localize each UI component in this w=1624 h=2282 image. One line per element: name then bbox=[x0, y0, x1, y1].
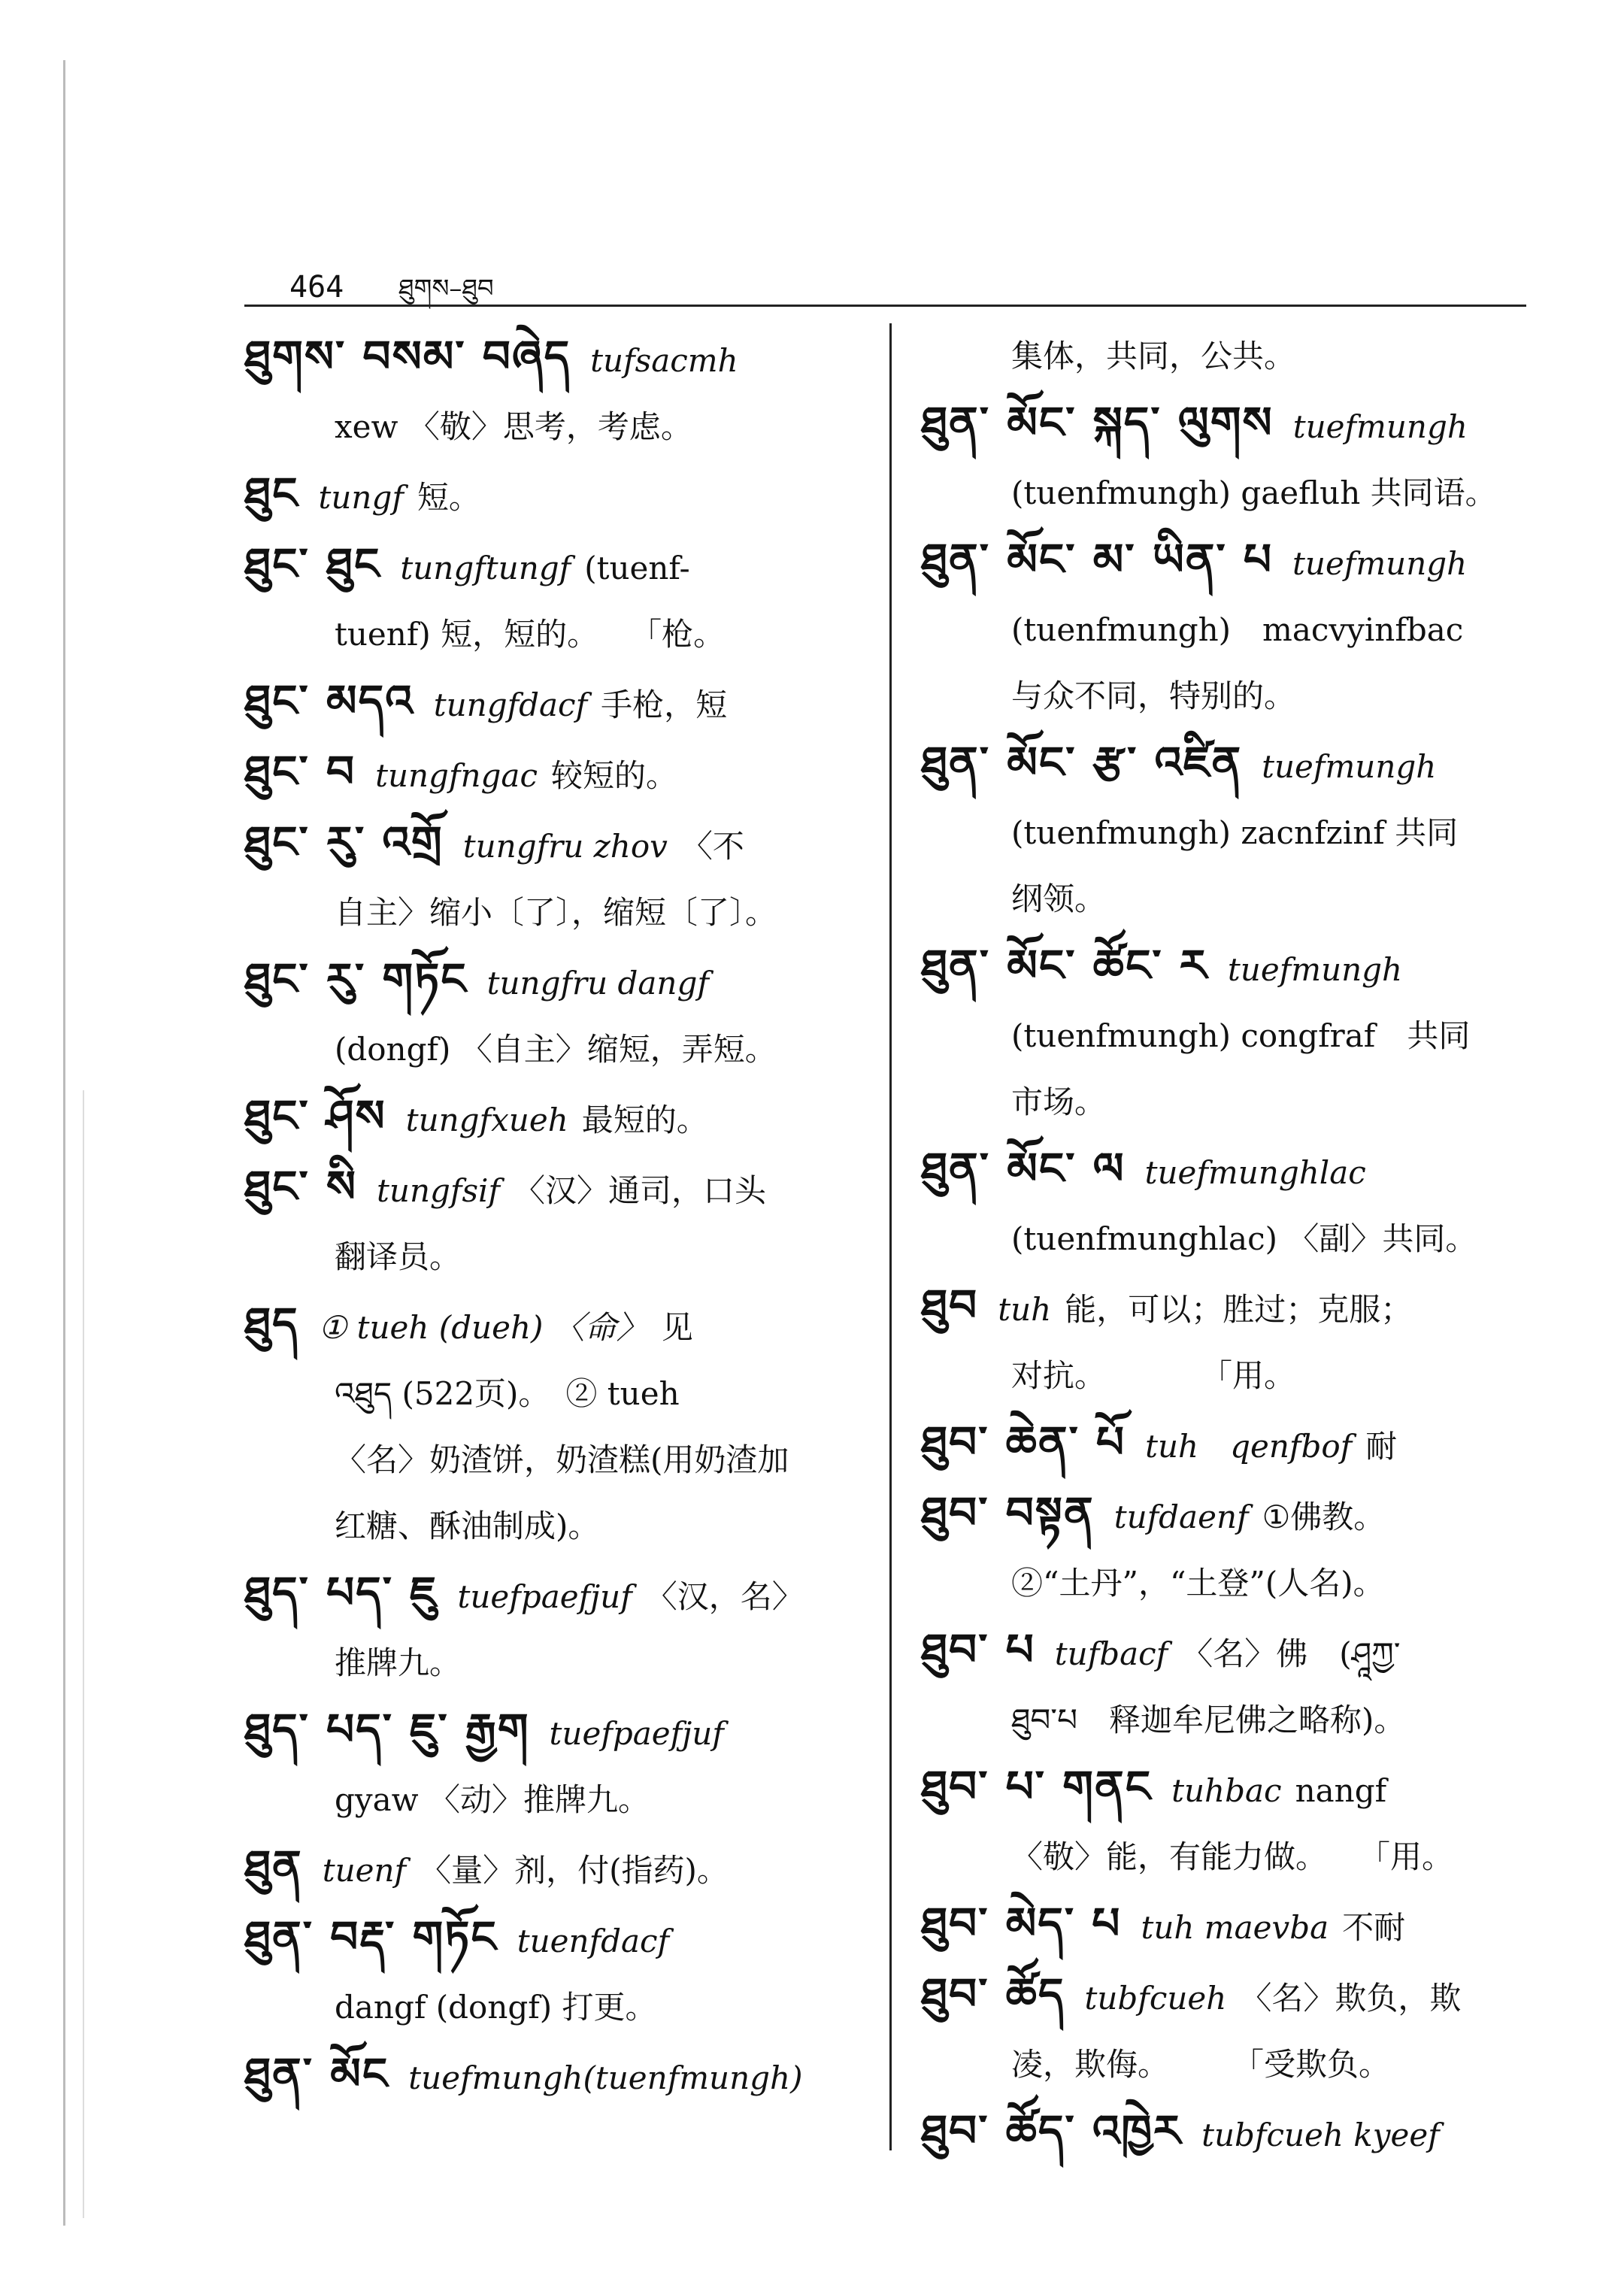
entry-headword: ཐུབ་ ཆེན་ པོ bbox=[921, 1417, 1126, 1468]
entry-transliteration: tungfru dangf bbox=[486, 965, 709, 1002]
entry-gloss: 〈名〉佛 (ཤཱཀྱ་ bbox=[1181, 1635, 1401, 1672]
entry-continuation: 凌，欺侮。 「受欺负。 bbox=[1011, 2046, 1391, 2083]
entry-gloss: 〈不 bbox=[680, 828, 744, 865]
dictionary-entry bbox=[244, 1904, 876, 2041]
entry-continuation: ②“土丹”，“土登”(人名)。 bbox=[1011, 1565, 1385, 1602]
entry-transliteration: tuh qenfbof bbox=[1145, 1428, 1353, 1465]
entry-headword: ཐུབ་ ཚོད bbox=[921, 1968, 1065, 2020]
entry-continuation: 翻译员。 bbox=[335, 1238, 462, 1275]
entry-gloss: 手枪，短 bbox=[601, 686, 728, 723]
entry-headword: ཐུད་ པད་ ཇུ་ རྒྱག bbox=[244, 1704, 530, 1755]
entry-continuation: gyaw 〈动〉推牌九。 bbox=[335, 1781, 650, 1818]
entry-gloss: 最短的。 bbox=[581, 1102, 708, 1138]
entry-gloss: 〈汉，名〉 bbox=[645, 1578, 804, 1615]
dictionary-entry bbox=[244, 1083, 876, 1153]
dictionary-entry bbox=[921, 1753, 1545, 1890]
entry-transliteration: tungfngac bbox=[375, 757, 538, 794]
column-divider bbox=[889, 323, 892, 2150]
entry-headword: ཐུགས་ བསམ་ བཞེད bbox=[244, 331, 571, 382]
entry-gloss: ①佛教。 bbox=[1262, 1499, 1386, 1535]
entry-transliteration: tuefmunghlac bbox=[1144, 1154, 1366, 1191]
left-column bbox=[244, 323, 876, 2111]
entry-continuation: 〈名〉奶渣饼，奶渣糕(用奶渣加 bbox=[335, 1441, 789, 1478]
entry-transliteration: tufbacf bbox=[1054, 1635, 1168, 1672]
entry-transliteration: tuefpaefjuf bbox=[549, 1715, 724, 1752]
entry-transliteration: tuh maevba bbox=[1141, 1909, 1329, 1946]
entry-continuation: 纲领。 bbox=[1011, 880, 1107, 917]
entry-transliteration: tuefmungh bbox=[1292, 408, 1468, 445]
dictionary-entry bbox=[921, 1961, 1545, 2098]
entry-gloss: 见 bbox=[661, 1309, 693, 1346]
entry-gloss: 耐 bbox=[1365, 1428, 1398, 1465]
dictionary-entry bbox=[921, 1890, 1545, 1961]
dictionary-entry bbox=[244, 1696, 876, 1833]
dictionary-entry bbox=[921, 1617, 1545, 1753]
page-header bbox=[289, 259, 494, 332]
entry-headword: ཐུང་ མདའ bbox=[244, 675, 414, 726]
entry-transliteration: tuefmungh bbox=[1262, 748, 1437, 785]
entry-headword: ཐུབ་ བསྟན bbox=[921, 1487, 1095, 1538]
dictionary-entry bbox=[244, 323, 876, 460]
entry-transliteration: tuefmungh bbox=[1227, 951, 1403, 988]
dictionary-entry bbox=[244, 738, 876, 809]
entry-continuation: (tuenfmungh) congfraf 共同 bbox=[1011, 1017, 1471, 1054]
entry-headword: ཐུང་ ཐུང bbox=[244, 538, 381, 589]
dictionary-entry bbox=[244, 460, 876, 531]
entry-transliteration: tungfsif bbox=[377, 1172, 500, 1209]
entry-headword: ཐུང་ རུ་ གཏོང bbox=[244, 953, 468, 1005]
entry-continuation: ཐུབ་པ 释迦牟尼佛之略称)。 bbox=[1011, 1702, 1406, 1738]
dictionary-entry bbox=[921, 526, 1545, 663]
page-range: ཐུགས–ཐུབ bbox=[398, 274, 494, 304]
dictionary-entry bbox=[244, 1833, 876, 1904]
dictionary-entry bbox=[244, 1290, 876, 1427]
right-column bbox=[921, 323, 1545, 2168]
entry-continuation: 集体，共同，公共。 bbox=[1011, 338, 1296, 374]
dictionary-entry bbox=[921, 1135, 1545, 1272]
dictionary-entry bbox=[921, 1480, 1545, 1617]
entry-transliteration: tuefmungh bbox=[1292, 545, 1468, 582]
scan-edge bbox=[63, 60, 65, 2226]
entry-headword: ཐུད bbox=[244, 1298, 299, 1349]
dictionary-entry bbox=[921, 323, 1545, 389]
entry-continuation: (tuenfmungh) zacnfzinf 共同 bbox=[1011, 814, 1459, 851]
dictionary-entry bbox=[921, 1272, 1545, 1409]
entry-headword: ཐུབ bbox=[921, 1280, 979, 1331]
entry-continuation: dangf (dongf) 打更。 bbox=[335, 1989, 657, 2026]
dictionary-entry bbox=[921, 663, 1545, 729]
dictionary-entry bbox=[244, 1493, 876, 1559]
entry-transliteration: tungftungf bbox=[400, 550, 571, 586]
entry-headword: ཐུན་ མོང་ མ་ ཡིན་ པ bbox=[921, 534, 1274, 585]
entry-continuation: (dongf) 〈自主〉缩短，弄短。 bbox=[335, 1031, 777, 1068]
dictionary-entry bbox=[244, 809, 876, 946]
entry-headword: ཐུན་ མོང bbox=[244, 2048, 389, 2099]
entry-transliteration: tungfxueh bbox=[405, 1102, 568, 1138]
entry-transliteration: tufdaenf bbox=[1113, 1499, 1249, 1535]
dictionary-entry bbox=[921, 866, 1545, 932]
entry-transliteration: tufsacmh bbox=[590, 342, 738, 379]
entry-headword: ཐུང་ ཤོས bbox=[244, 1090, 386, 1141]
entry-headword: ཐུབ་ པ bbox=[921, 1624, 1035, 1675]
entry-continuation: 与众不同，特别的。 bbox=[1011, 677, 1296, 714]
entry-gloss: 能，可以；胜过；克服； bbox=[1065, 1291, 1413, 1328]
entry-headword: ཐུན་ མོང་ ཚོང་ ར bbox=[921, 940, 1208, 991]
entry-headword: ཐུད་ པད་ ཇུ bbox=[244, 1567, 438, 1618]
entry-gloss: 〈量〉剂，付(指药)。 bbox=[420, 1852, 729, 1889]
entry-gloss: (tuenf- bbox=[584, 550, 690, 586]
dictionary-entry bbox=[244, 1153, 876, 1290]
entry-transliteration: tubfcueh kyeef bbox=[1201, 2117, 1440, 2153]
entry-transliteration: tubfcueh bbox=[1084, 1980, 1227, 2017]
entry-continuation: xew 〈敬〉思考，考虑。 bbox=[335, 408, 692, 445]
entry-transliteration: tuefpaefjuf bbox=[457, 1578, 632, 1615]
dictionary-entry bbox=[244, 2041, 876, 2111]
entry-gloss: 〈汉〉通司，口头 bbox=[513, 1172, 766, 1209]
dictionary-entry bbox=[921, 389, 1545, 526]
dictionary-entry bbox=[921, 1409, 1545, 1480]
entry-continuation: 市场。 bbox=[1011, 1083, 1107, 1120]
entry-transliteration: tungfru zhov bbox=[462, 828, 668, 865]
entry-continuation: 对抗。 「用。 bbox=[1011, 1357, 1296, 1394]
dictionary-entry bbox=[921, 2098, 1545, 2168]
entry-gloss: 不耐 bbox=[1342, 1909, 1406, 1946]
entry-transliteration: tuefmungh(tuenfmungh) bbox=[408, 2059, 803, 2096]
dictionary-entry bbox=[244, 1559, 876, 1696]
entry-gloss: 较短的。 bbox=[550, 757, 677, 794]
entry-headword: ཐུང་ རུ་ འགྲོ bbox=[244, 817, 444, 868]
entry-gloss: nangf bbox=[1295, 1772, 1387, 1809]
dictionary-entry bbox=[921, 932, 1545, 1069]
entry-transliteration: tuenf bbox=[322, 1852, 407, 1889]
entry-continuation: (tuenfmungh) gaefluh 共同语。 bbox=[1011, 474, 1497, 511]
entry-transliteration: tuenfdacf bbox=[517, 1923, 670, 1959]
entry-continuation: 红糖、酥油制成)。 bbox=[335, 1508, 600, 1544]
entry-continuation: 〈敬〉能，有能力做。 「用。 bbox=[1011, 1838, 1454, 1875]
entry-headword: ཐུན་ མོང་ སྐད་ ལུགས bbox=[921, 397, 1274, 448]
dictionary-entry bbox=[244, 531, 876, 668]
entry-continuation: འཐུད (522页)。 ② tueh bbox=[335, 1375, 680, 1412]
entry-transliteration: tuhbac bbox=[1171, 1772, 1282, 1809]
dictionary-entry bbox=[921, 1069, 1545, 1135]
dictionary-entry bbox=[921, 729, 1545, 866]
entry-continuation: tuenf) 短，短的。 「枪。 bbox=[335, 616, 726, 653]
entry-headword: ཐུན་ བརྡ་ གཏོང bbox=[244, 1911, 498, 1962]
entry-headword: ཐུན bbox=[244, 1841, 303, 1892]
dictionary-entry bbox=[244, 946, 876, 1083]
header-rule bbox=[244, 305, 1526, 307]
dictionary-entry bbox=[244, 668, 876, 738]
entry-transliteration: tungfdacf bbox=[433, 686, 588, 723]
entry-headword: ཐུང་ སི bbox=[244, 1161, 358, 1212]
entry-headword: ཐུང་ བ bbox=[244, 746, 356, 797]
entry-headword: ཐུང bbox=[244, 468, 299, 519]
entry-transliteration: tungf bbox=[318, 479, 404, 516]
entry-continuation: 推牌九。 bbox=[335, 1644, 462, 1681]
entry-headword: ཐུན་ མོང་ ལ bbox=[921, 1143, 1126, 1194]
dictionary-entry bbox=[244, 1427, 876, 1493]
entry-headword: ཐུབ་ ཚོད་ འཁྱེར bbox=[921, 2105, 1183, 2156]
entry-continuation: 自主〉缩小〔了〕，缩短〔了〕。 bbox=[335, 894, 777, 931]
entry-continuation: (tuenfmunghlac) 〈副〉共同。 bbox=[1011, 1220, 1477, 1257]
scan-edge-secondary bbox=[83, 1090, 84, 2218]
entry-gloss: 〈名〉欺负，欺 bbox=[1240, 1980, 1462, 2017]
entry-transliteration: ① tueh (dueh) 〈命〉 bbox=[318, 1309, 648, 1346]
entry-continuation: (tuenfmungh) macvyinfbac bbox=[1011, 611, 1464, 648]
entry-headword: ཐུབ་ པ་ གནང bbox=[921, 1761, 1153, 1812]
entry-headword: ཐུབ་ མེད་ པ bbox=[921, 1898, 1122, 1949]
entry-transliteration: tuh bbox=[998, 1291, 1052, 1328]
entry-gloss: 短。 bbox=[417, 479, 480, 516]
page-number: 464 bbox=[289, 270, 344, 305]
entry-headword: ཐུན་ མོང་ རྩ་ འཛིན bbox=[921, 737, 1243, 788]
